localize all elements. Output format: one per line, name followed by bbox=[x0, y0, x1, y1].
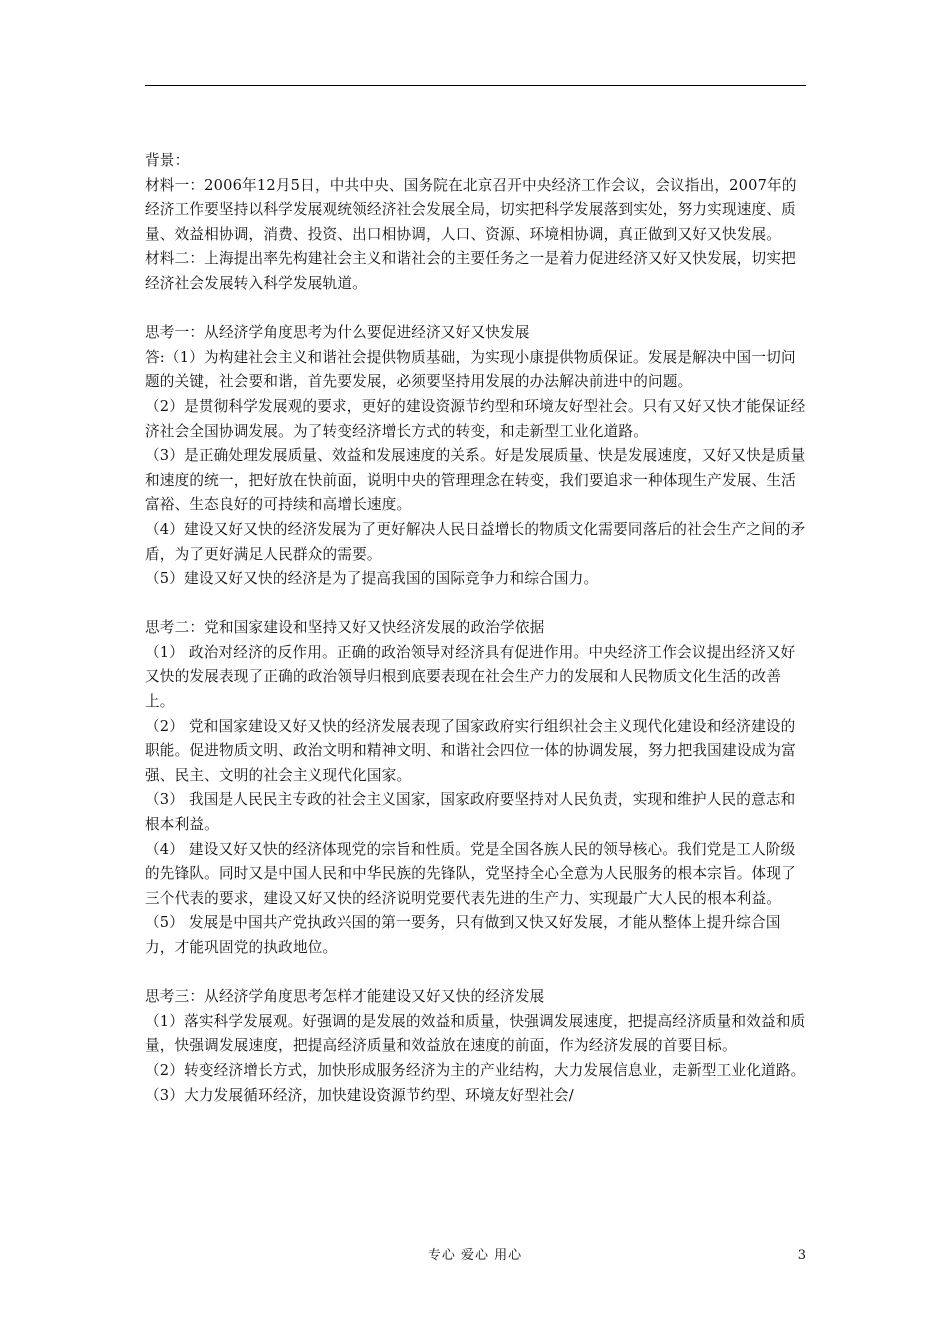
q1-item: （5）建设又好又快的经济是为了提高我国的国际竞争力和综合国力。 bbox=[145, 570, 599, 588]
header-rule bbox=[145, 85, 806, 86]
q2-item: （2） 党和国家建设又好又快的经济发展表现了国家政府实行组织社会主义现代化建设和经济建设的职能。促进物质文明、政治文明和精神文明、和谐社会四位一体的协调发展，努力把我国建设成为富强、民主、文明的社会主义现代化国家。 bbox=[145, 717, 796, 784]
q2-item: （4） 建设又好又快的经济体现党的宗旨和性质。党是全国各族人民的领导核心。我们党是工人阶级的先锋队。同时又是中国人民和中华民族的先锋队，党坚持全心全意为人民服务的根本宗旨。体现了三个代表的要求，建设又好又快的经济说明党要代表先进的生产力、实现最广大人民的根本利益。 bbox=[145, 840, 796, 907]
q1-item: （4）建设又好又快的经济发展为了更好解决人民日益增长的物质文化需要同落后的社会生产之间的矛盾，为了更好满足人民群众的需要。 bbox=[145, 520, 806, 563]
q2-item: （5） 发展是中国共产党执政兴国的第一要务，只有做到又快又好发展，才能从整体上提升综合国力，才能巩固党的执政地位。 bbox=[145, 914, 781, 956]
q3-title: 思考三：从经济学角度思考怎样才能建设又好又快的经济发展 bbox=[145, 988, 545, 1006]
paragraph-gap bbox=[145, 297, 810, 322]
q3-item: （1）落实科学发展观。好强调的是发展的效益和质量，快强调发展速度，把提高经济质量和效益和质量，快强调发展速度，把提高经济质量和效益放在速度的前面，作为经济发展的首要目标。 bbox=[145, 1012, 806, 1055]
q1-item: 答:（1）为构建社会主义和谐社会提供物质基础，为实现小康提供物质保证。发展是解决中国一切问题的关键，社会要和谐，首先要发展，必须要坚持用发展的办法解决前进中的问题。 bbox=[145, 348, 796, 391]
material-1: 材料一：2006年12月5日，中共中央、国务院在北京召开中央经济工作会议，会议指出，2007年的经济工作要坚持以科学发展观统领经济社会发展全局，切实把科学发展落到实处，努力实现速度、质量、效益相协调，消费、投资、出口相协调，人口、资源、环境相协调，真正做到又好又快发展。 bbox=[145, 176, 797, 243]
q3-item: （2）转变经济增长方式，加快形成服务经济为主的产业结构，大力发展信息业，走新型工业化道路。 bbox=[145, 1061, 806, 1079]
footer-motto: 专心 爱心 用心 bbox=[427, 1248, 523, 1263]
q2-item: （1） 政治对经济的反作用。正确的政治领导对经济具有促进作用。中央经济工作会议提出经济又好又快的发展表现了正确的政治领导归根到底要表现在社会生产力的发展和人民物质文化生活的改善上。 bbox=[145, 643, 796, 711]
paragraph-gap bbox=[145, 961, 810, 986]
material-2: 材料二：上海提出率先构建社会主义和谐社会的主要任务之一是着力促进经济又好又快发展，切实把经济社会发展转入科学发展轨道。 bbox=[145, 250, 796, 292]
q1-title: 思考一：从经济学角度思考为什么要促进经济又好又快发展 bbox=[145, 324, 530, 342]
page-number: 3 bbox=[797, 1248, 806, 1263]
paragraph-gap bbox=[145, 592, 810, 617]
document-body bbox=[145, 149, 810, 1108]
q2-item: （3） 我国是人民民主专政的社会主义国家，国家政府要坚持对人民负责，实现和维护人民的意志和根本利益。 bbox=[145, 791, 796, 834]
q3-item: （3）大力发展循环经济，加快建设资源节约型、环境友好型社会/ bbox=[145, 1086, 574, 1104]
q1-item: （3）是正确处理发展质量、效益和发展速度的关系。好是发展质量、快是发展速度，又好又快是质量和速度的统一，把好放在快前面，说明中央的管理理念在转变，我们要追求一种体现生产发展、生活富裕、生态良好的可持续和高增长速度。 bbox=[145, 447, 806, 514]
q1-item: （2）是贯彻科学发展观的要求，更好的建设资源节约型和环境友好型社会。只有又好又快才能保证经济社会全国协调发展。为了转变经济增长方式的转变，和走新型工业化道路。 bbox=[145, 397, 806, 440]
q2-title: 思考二：党和国家建设和坚持又好又快经济发展的政治学依据 bbox=[145, 619, 545, 637]
background-title: 背景： bbox=[145, 152, 190, 169]
